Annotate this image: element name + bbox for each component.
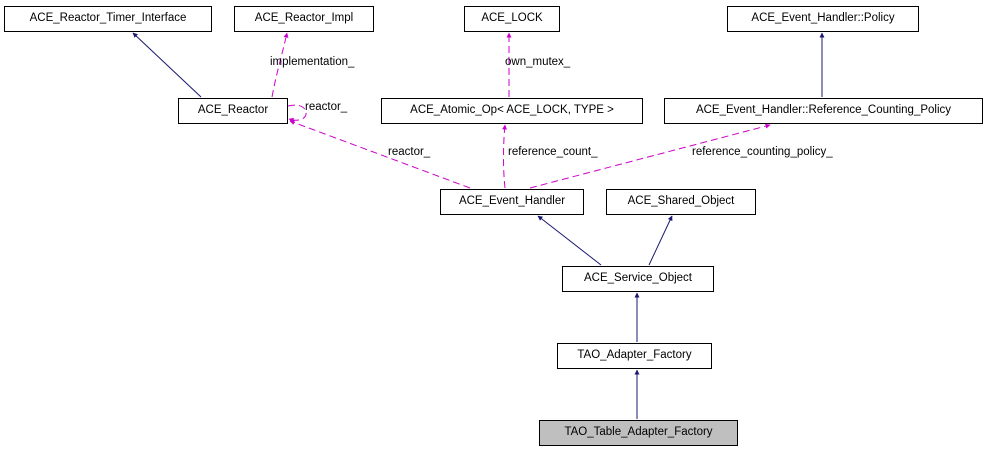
- node-ace-shared-object[interactable]: [606, 189, 756, 215]
- node-label: ACE_Event_Handler: [458, 195, 566, 208]
- node-label: ACE_Event_Handler::Reference_Counting_Policy: [695, 104, 952, 117]
- node-label: ACE_Reactor: [197, 104, 269, 117]
- edge-inheritance-service-object-event-handler: [538, 216, 601, 265]
- node-label: ACE_Event_Handler::Policy: [751, 12, 895, 25]
- edge-inheritance-reactor-timer-interface: [133, 33, 201, 97]
- edge-label-reference-counting-policy: reference_counting_policy_: [692, 146, 833, 158]
- node-ace-lock[interactable]: [464, 6, 560, 32]
- edge-label-reference-count: reference_count_: [508, 146, 598, 158]
- node-label: ACE_Service_Object: [583, 272, 693, 285]
- edge-inheritance-service-object-shared-object: [649, 216, 672, 265]
- node-label: TAO_Adapter_Factory: [577, 349, 692, 362]
- edge-label-own-mutex: own_mutex_: [505, 56, 571, 68]
- node-ace-reactor-impl[interactable]: [234, 6, 374, 32]
- node-label: ACE_LOCK: [481, 12, 543, 25]
- node-label: ACE_Reactor_Impl: [254, 12, 354, 25]
- node-ace-atomic-op[interactable]: [381, 98, 643, 124]
- node-label: TAO_Table_Adapter_Factory: [564, 426, 713, 439]
- node-label: ACE_Reactor_Timer_Interface: [29, 12, 187, 25]
- node-label: ACE_Atomic_Op< ACE_LOCK, TYPE >: [410, 104, 614, 117]
- edge-label-reactor: reactor_: [388, 146, 431, 158]
- node-ace-reactor[interactable]: [178, 98, 288, 124]
- edge-label-implementation: implementation_: [270, 56, 355, 68]
- edge-usage-reactor-selfloop: [288, 105, 306, 120]
- node-ace-reactor-timer-interface[interactable]: [4, 6, 212, 32]
- node-ace-event-handler-reference-counting-policy[interactable]: [664, 98, 983, 124]
- node-label: ACE_Shared_Object: [627, 195, 735, 208]
- edge-usage-reactor: [290, 121, 470, 188]
- node-tao-adapter-factory[interactable]: [557, 343, 712, 369]
- node-ace-service-object[interactable]: [562, 266, 714, 292]
- node-tao-table-adapter-factory[interactable]: [539, 420, 738, 446]
- node-ace-event-handler-policy[interactable]: [727, 6, 919, 32]
- edge-label-reactor-selfloop: reactor_: [305, 101, 348, 113]
- node-ace-event-handler[interactable]: [440, 189, 584, 215]
- edge-usage-reference-count: [504, 125, 506, 188]
